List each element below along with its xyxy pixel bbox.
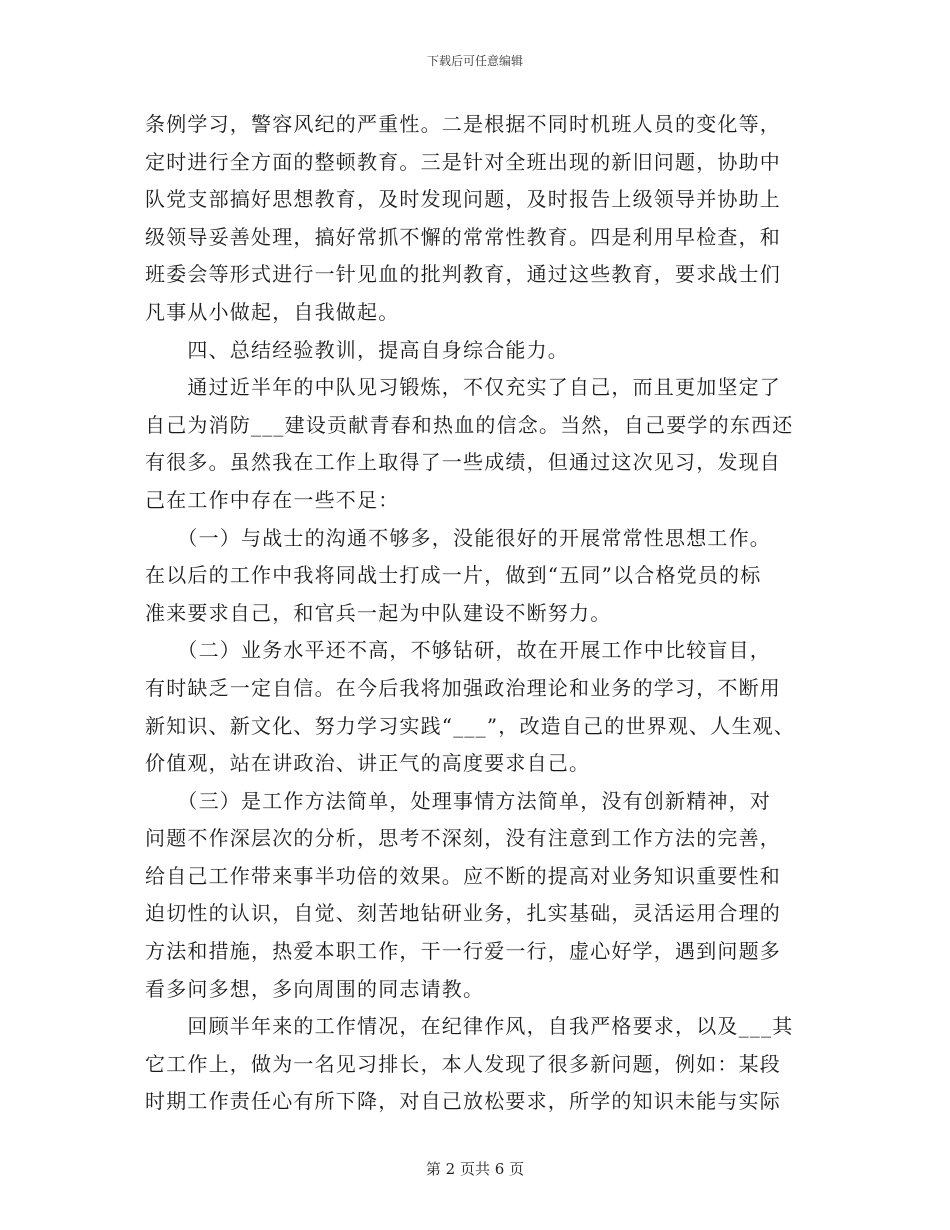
text-line: 时期工作责任心有所下降，对自己放松要求，所学的知识未能与实际 bbox=[145, 1089, 781, 1114]
text-line: 班委会等形式进行一针见血的批判教育，通过这些教育，要求战士们 bbox=[145, 262, 781, 287]
text-line: 定时进行全方面的整顿教育。三是针对全班出现的新旧问题，协助中 bbox=[145, 149, 781, 174]
text-line: 条例学习，警容风纪的严重性。二是根据不同时机班人员的变化等， bbox=[145, 112, 781, 136]
text-line: 看多问多想，多向周围的同志请教。 bbox=[145, 976, 485, 1001]
text-line: 自己为消防___建设贡献青春和热血的信念。当然，自己要学的东西还 bbox=[145, 412, 794, 437]
body-text bbox=[145, 106, 815, 1121]
text-line: 迫切性的认识，自觉、刻苦地钻研业务，扎实基础，灵活运用合理的 bbox=[145, 901, 781, 926]
text-line: 新知识、新文化、努力学习实践“___”，改造自己的世界观、人生观、 bbox=[145, 713, 796, 738]
page-footer: 第 2 页共 6 页 bbox=[425, 1160, 525, 1178]
text-line: （二）业务水平还不高，不够钻研，故在开展工作中比较盲目， bbox=[145, 638, 771, 663]
text-line: 有很多。虽然我在工作上取得了一些成绩，但通过这次见习，发现自 bbox=[145, 450, 781, 475]
text-line: 回顾半年来的工作情况，在纪律作风，自我严格要求，以及___其 bbox=[145, 1014, 794, 1039]
text-line: 给自己工作带来事半功倍的效果。应不断的提高对业务知识重要性和 bbox=[145, 863, 781, 888]
text-line: 方法和措施，热爱本职工作，干一行爱一行，虚心好学，遇到问题多 bbox=[145, 939, 781, 964]
section-heading: 四、总结经验教训，提高自身综合能力。 bbox=[145, 337, 569, 362]
text-line: 级领导妥善处理，搞好常抓不懈的常常性教育。四是利用早检查，和 bbox=[145, 224, 781, 249]
text-line: 通过近半年的中队见习锻炼，不仅充实了自己，而且更加坚定了 bbox=[145, 375, 781, 400]
text-line: 它工作上，做为一名见习排长，本人发现了很多新问题，例如：某段 bbox=[145, 1051, 781, 1076]
text-line: 队党支部搞好思想教育，及时发现问题，及时报告上级领导并协助上 bbox=[145, 187, 781, 212]
text-line: 己在工作中存在一些不足： bbox=[145, 487, 400, 512]
text-line: 准来要求自己，和官兵一起为中队建设不断努力。 bbox=[145, 600, 612, 625]
text-line: 有时缺乏一定自信。在今后我将加强政治理论和业务的学习，不断用 bbox=[145, 675, 781, 700]
text-line: （一）与战士的沟通不够多，没能很好的开展常常性思想工作。 bbox=[145, 525, 771, 550]
text-line: 凡事从小做起，自我做起。 bbox=[145, 299, 400, 324]
text-line: （三）是工作方法简单，处理事情方法简单，没有创新精神，对 bbox=[145, 788, 771, 813]
text-line: 在以后的工作中我将同战士打成一片，做到“五同”以合格党员的标 bbox=[145, 563, 762, 588]
text-line: 问题不作深层次的分析，思考不深刻，没有注意到工作方法的完善， bbox=[145, 826, 781, 851]
page-header: 下载后可任意编辑 bbox=[426, 54, 523, 68]
text-line: 价值观，站在讲政治、讲正气的高度要求自己。 bbox=[145, 751, 591, 776]
